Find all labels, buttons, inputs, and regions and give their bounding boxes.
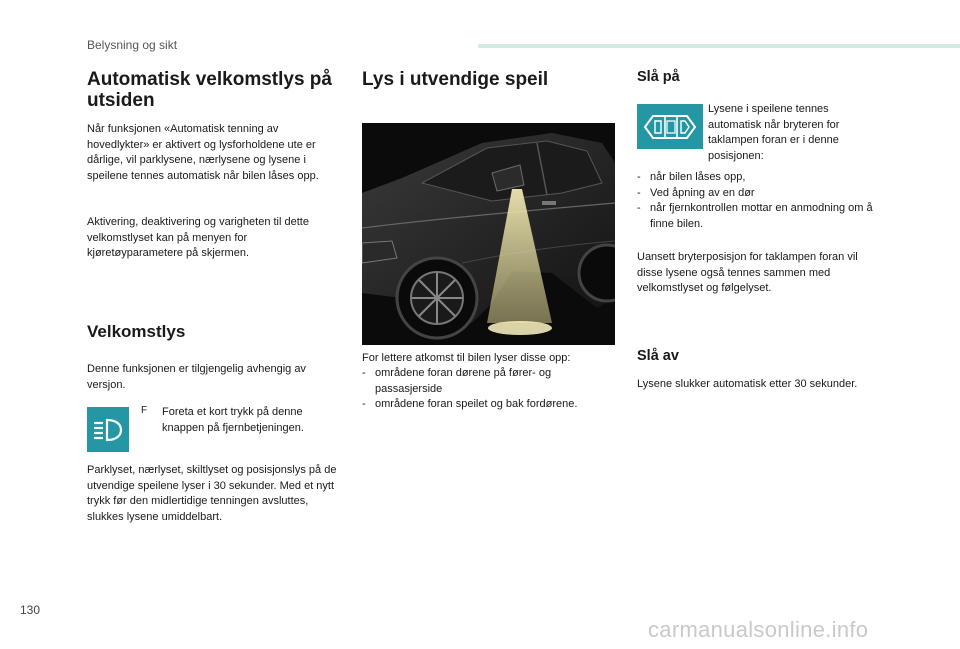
list-item: - når bilen låses opp, bbox=[637, 171, 746, 183]
page-number: 130 bbox=[20, 603, 41, 617]
header-bar bbox=[478, 44, 960, 48]
car-door-light-icon bbox=[641, 110, 699, 144]
car-mirror-light-photo bbox=[362, 123, 615, 345]
list-item: - Ved åpning av en dør bbox=[637, 186, 755, 199]
paragraph-sla-pa: Lysene i speilene tennes automatisk når bryteren for taklampen foran er i denne posisjonen: bbox=[708, 103, 840, 162]
paragraph-instruction: Foreta et kort trykk på denne knappen på fjernbetjeningen. bbox=[162, 406, 304, 434]
list-item: - områdene foran dørene på fører- og passasjerside bbox=[362, 367, 552, 395]
paragraph-sla-av: Lysene slukker automatisk etter 30 sekunder. bbox=[637, 378, 858, 390]
section-title: Belysning og sikt bbox=[87, 38, 178, 52]
heading-sla-pa: Slå på bbox=[637, 69, 680, 85]
paragraph-caption: For lettere atkomst til bilen lyser disse opp: bbox=[362, 352, 571, 364]
paragraph-intro: Når funksjonen «Automatisk tenning av hovedlykter» er aktivert og lysforholdene ute er dårlige, vil parklysene, nærlysene og lysene i speilene tennes automatisk når bilen låses opp. bbox=[87, 123, 319, 182]
heading-sla-av: Slå av bbox=[637, 348, 679, 364]
paragraph-parklyset: Parklyset, nærlyset, skiltlyset og posisjonslys på de utvendige speilene lyser i 30 sekunder. Med et nytt trykk før den midlertidige tenningen avsluttes, slukkes lysene umiddelbart. bbox=[87, 464, 337, 523]
list-sla-pa-conditions bbox=[637, 170, 892, 232]
headlamp-icon bbox=[91, 417, 125, 443]
car-door-light-icon-box bbox=[637, 104, 703, 149]
headlamp-icon-box bbox=[87, 407, 129, 452]
instruction-bullet: F bbox=[141, 405, 148, 416]
list-item: - når fjernkontrollen mottar en anmodning om å finne bilen. bbox=[637, 202, 873, 230]
watermark: carmanualsonline.info bbox=[648, 617, 869, 642]
heading-lys-i-utvendige-speil: Lys i utvendige speil bbox=[362, 69, 549, 90]
heading-automatisk-velkomstlys: Automatisk velkomstlys på utsiden bbox=[87, 69, 332, 111]
paragraph-versjon: Denne funksjonen er tilgjengelig avhengig av versjon. bbox=[87, 363, 306, 391]
paragraph-uansett: Uansett bryterposisjon for taklampen foran vil disse lysene også tennes sammen med velkomstlyset og følgelyset. bbox=[637, 251, 858, 294]
car-illustration bbox=[362, 123, 615, 345]
paragraph-aktivering: Aktivering, deaktivering og varigheten til dette velkomstlyset kan på menyen for kjøretøyparametere på skjermen. bbox=[87, 216, 309, 259]
list-item: - områdene foran speilet og bak fordørene. bbox=[362, 398, 578, 410]
list-mirror-areas bbox=[362, 366, 617, 413]
heading-velkomstlys: Velkomstlys bbox=[87, 322, 186, 341]
